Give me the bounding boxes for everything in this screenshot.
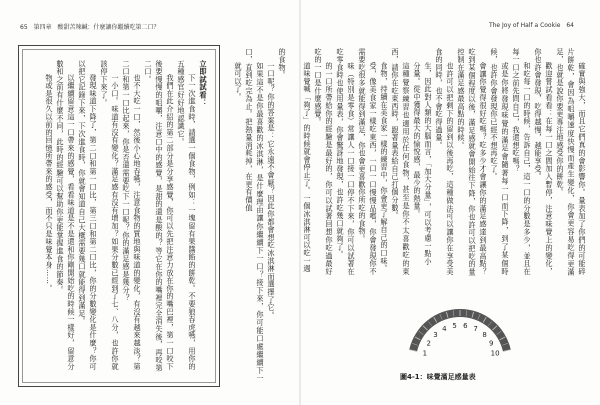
exercise-paragraph: 物或是很久以前的回憶所帶來的感受，而不只是味覺本身……。 xyxy=(45,74,54,293)
body-paragraph: 和吃每一口的時候，告訴自己，這一口的分數是多少，並且在每一口之前先問自己，我還想吃嗎？ xyxy=(512,48,532,276)
exercise-box xyxy=(18,45,220,387)
body-paragraph: 味（特別是零食）常讓人一口接一口停不下來，你可以試著在吃零食時也使用量表，你會驚訝地發現，也許吃幾口就夠了。 xyxy=(336,48,356,276)
exercise-paragraph: 以繼續留意這一口帶來的感覺，看看味道是不是還和你剛開始吃的時候一樣好，留意分數和之前有什麼不同，此時的經驗可以幫助你更能掌握進食的節奏。 xyxy=(56,60,76,371)
left-page-header xyxy=(20,22,160,31)
scale-label: 3 xyxy=(433,331,438,340)
body-paragraph: 歡迎嘗試看看：在每一口之間加入暫停，注意味覺上的變化，你也許會發現，吃得越慢，越能享受。 xyxy=(534,48,554,276)
body-paragraph: 道味覺喊「夠了」的時候就會停止了。一個冰淇淋可以吃一週 xyxy=(303,62,312,273)
body-paragraph: 或是你將發現味覺的滿足會隨著每一口而下降，到了某個時候，也許你會發現你已經不想再吃了。 xyxy=(490,48,510,276)
book-title: The Joy of Half a Cookie xyxy=(488,22,561,29)
left-page-number: 65 xyxy=(20,24,28,31)
right-page-header xyxy=(489,22,578,29)
chapter-title: 酸甜苦辣鹹：什麼讓你繼續吃第二口？ xyxy=(57,24,160,31)
body-paragraph: 如果這不是你最喜歡的冰淇淋，是什麼理由讓你繼續下一口？接下來，你可能口處繼續下一口，直到吃完為止。把熱量消耗掉，在更有價值 xyxy=(245,48,265,383)
exercise-paragraph: 發現味道下降了，第二口和第一口比，第三口和第二口比，你的分數變化是什麼？你可以把它記錄下來，下次進食時，你就會知道自己大概需要幾口就能得到滿足。 xyxy=(78,60,98,371)
scale-label: 10 xyxy=(490,349,500,358)
scale-label: 4 xyxy=(442,325,447,334)
exercise-text xyxy=(29,60,209,372)
body-paragraph: 確實與強大，而且它們真的會影響你。量表加了你們的可能碎片餅乾，會因為咀嚼速度快慢而產生變化，你會更容易吃得更滿足，也就是說你要更專注地感受你的餅乾。 xyxy=(556,48,587,276)
body-paragraph: 就可以了。 xyxy=(234,62,243,102)
right-page-number: 64 xyxy=(566,22,574,29)
figure-caption: 圖4-1：味覺滿足感量表 xyxy=(400,373,476,381)
exercise-paragraph: 也不大吃一口，然後小心地吞嚥，注意食物的質地與味道的變化，有沒有越來越淡？第二口和第一口比起來，你是否還需要吃下一口呢？你的滿足感是幾分？ xyxy=(122,60,142,371)
scale-label: 9 xyxy=(489,339,494,348)
left-body-text xyxy=(222,48,288,383)
body-paragraph: 受，像美食家一樣吃東西，一口一口慢慢品嚐，你會發現你不需要吃很多就能得到滿足，你也會更喜歡你所吃的食物。 xyxy=(358,48,378,276)
exercise-paragraph: 我們在此介紹的第二部分是分享感覺，你可以先把注意力放在你的嘴巴裡，第一口咬下後要慢慢的咀嚼，注意口中的感覺，是甜的還是酸的？等它在你的嘴裡完全消失後，再咬第二口。 xyxy=(144,60,175,372)
body-paragraph: 這種覺察練習也適用於任何食物，甚至是你不太喜歡吃的東西，請你在吃東西時，跟著量表給自己打個分數。 xyxy=(391,48,411,276)
chapter-label: 第四章 xyxy=(33,24,52,31)
scale-label: 5 xyxy=(452,321,457,330)
scale-label: 8 xyxy=(482,331,487,340)
scale-label: 1 xyxy=(422,349,428,358)
body-paragraph: 分量。從中獲得最大的愉悅感，最少的熱量。 xyxy=(413,62,422,219)
exercise-paragraph: 一小口。味道有沒有變化？滿足感有沒有增加？如果分數已經到了七、八分，也許你就該停下來了。 xyxy=(100,60,120,371)
body-paragraph: 一口呢？你的答案是：它永遠不會厭？因此你都會想吃冰淇淋而選擇了它。 xyxy=(267,62,276,320)
exercise-title: 立即試試看： xyxy=(199,60,208,107)
scale-label: 7 xyxy=(473,325,478,334)
body-paragraph: 也許可以把剩下的留到以後再吃，這種做法可以讓你在享受美食的同時，也不會吃得過量。 xyxy=(435,48,455,276)
body-paragraph: 的一口所帶給你的經驗是最好的，你可以試著回想你吃過最好吃的一口是什麼感覺。 xyxy=(314,48,334,276)
satisfaction-scale-figure xyxy=(385,285,535,365)
body-paragraph: 食物，持續在美食家一樣的練習中，你會更了解自己的口味。 xyxy=(380,62,389,273)
body-paragraph: 的食物。 xyxy=(278,48,287,80)
right-body-text xyxy=(303,48,588,276)
body-paragraph: 會讓你覺得很好吃嗎？吃多少才會讓你的滿足感達到最高點？吃到某個程度以後，滿足感就會開始往下降，你也許可以把吃的量控制在滿足感最高點的時候。 xyxy=(457,48,488,276)
body-paragraph: 生，因此對人類的大腦而言，「加大分量」，可以考慮一點小 xyxy=(424,62,433,266)
satisfaction-scale xyxy=(409,309,510,358)
scale-label: 2 xyxy=(426,339,431,348)
scale-label: 6 xyxy=(463,321,468,330)
exercise-paragraph: 下一次進食時，請選一個食物，例如：一塊留有果醬餡的餅乾。不要狼吞虎嚥，用你的五種感官好好地認識它。 xyxy=(177,60,197,371)
